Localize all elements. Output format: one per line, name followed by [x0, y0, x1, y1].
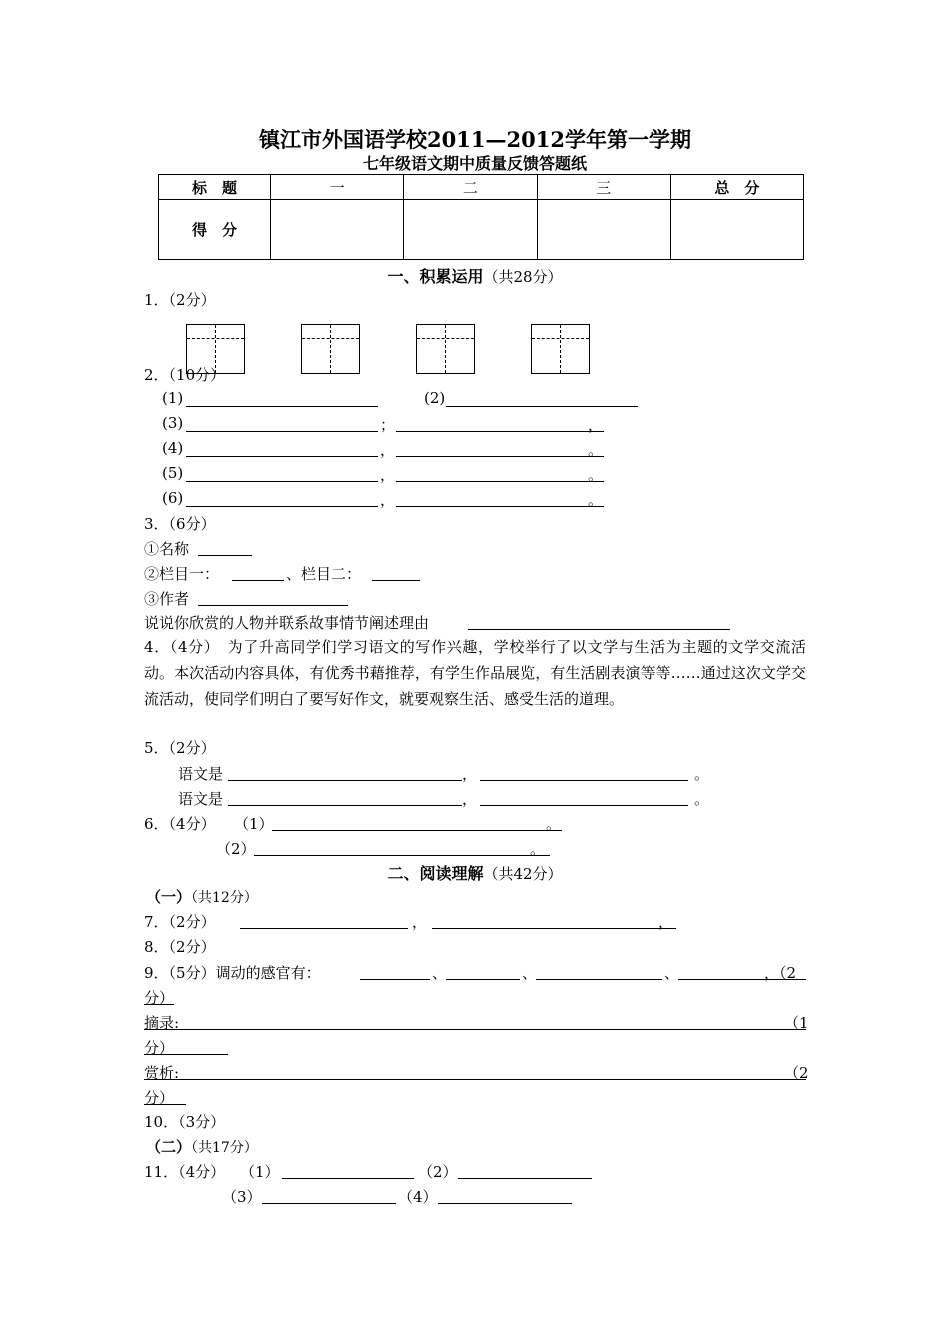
- q9-analysis-line[interactable]: [144, 1079, 806, 1080]
- q2-line-4a[interactable]: [186, 456, 378, 457]
- q2-sep-6: ，: [380, 491, 396, 509]
- page-title: 镇江市外国语学校2011—2012学年第一学期: [259, 127, 691, 152]
- q6-period-2: 。: [530, 840, 546, 858]
- score-table: [158, 174, 804, 260]
- q5-comma-1: ，: [462, 765, 478, 783]
- part1-heading: [146, 886, 258, 907]
- q3-columns-label: ②栏目一：: [144, 565, 220, 583]
- q2-item-5: (5): [162, 464, 184, 482]
- q9-excerpt-label: 摘录:: [144, 1014, 180, 1032]
- q2-end-6: 。: [588, 491, 604, 509]
- section1-heading: [0, 264, 950, 287]
- q9-analysis-end: （2: [784, 1064, 809, 1082]
- q2-end-5: 。: [588, 466, 604, 484]
- q11-label: 11．（4分）: [144, 1163, 226, 1181]
- q3-label: 3．（6分）: [144, 515, 216, 533]
- q9-sense-line-2[interactable]: [446, 979, 520, 980]
- section2-title: 二、阅读理解: [387, 864, 484, 883]
- q2-end-3: ，: [588, 416, 604, 434]
- score-row-label: 得 分: [159, 200, 271, 260]
- q2-line-5b[interactable]: [396, 481, 604, 482]
- q7-line-1[interactable]: [240, 928, 408, 929]
- score-cell-total[interactable]: [670, 200, 803, 260]
- q2-line-1[interactable]: [186, 406, 378, 407]
- part2-heading: [146, 1136, 258, 1157]
- q11-line-3[interactable]: [262, 1203, 396, 1204]
- q9-end: ，（2: [764, 964, 797, 982]
- q11-item-2: （2）: [418, 1163, 458, 1181]
- q2-line-2[interactable]: [446, 406, 638, 407]
- q8-label: 8．（2分）: [144, 938, 216, 956]
- q2-item-3: (3): [162, 414, 184, 432]
- q2-line-4b[interactable]: [396, 456, 604, 457]
- page-subtitle: 七年级语文期中质量反馈答题纸: [362, 154, 587, 173]
- q7-end: ，: [658, 913, 674, 931]
- q9-sep-1: 、: [432, 964, 448, 982]
- q2-item-2: (2): [424, 389, 446, 407]
- q2-sep-5: ，: [380, 466, 396, 484]
- q6-item-2: （2）: [216, 840, 256, 858]
- q9-excerpt-line-2[interactable]: [144, 1054, 228, 1055]
- q10-label: 10．（3分）: [144, 1113, 226, 1131]
- q3-columns2-label: 、栏目二：: [286, 565, 362, 583]
- q3-column1-line[interactable]: [232, 580, 284, 581]
- part1-points: （共12分）: [191, 890, 258, 906]
- score-cell-1[interactable]: [271, 200, 404, 260]
- q3-column2-line[interactable]: [372, 580, 420, 581]
- q5-period-1: 。: [694, 765, 710, 783]
- q2-line-6b[interactable]: [396, 506, 604, 507]
- q1-label: 1．（2分）: [144, 291, 216, 309]
- q2-line-3a[interactable]: [186, 431, 378, 432]
- q5-prefix-1: 语文是: [178, 765, 224, 783]
- part2-points: （共17分）: [191, 1140, 258, 1156]
- q9-analysis-label: 赏析:: [144, 1064, 180, 1082]
- q11-line-1[interactable]: [282, 1178, 414, 1179]
- q5-line-1b[interactable]: [480, 780, 688, 781]
- q3-author-label: ③作者: [144, 590, 190, 608]
- q11-line-4[interactable]: [438, 1203, 572, 1204]
- part1-label: （一）: [146, 888, 192, 906]
- q3-author-line[interactable]: [198, 605, 348, 606]
- q6-label: 6．（4分）: [144, 815, 216, 833]
- section2-points: （共42分）: [483, 865, 563, 883]
- q9-excerpt-unit: 分）: [144, 1039, 175, 1057]
- char-box-2[interactable]: [301, 324, 360, 374]
- q11-item-4: （4）: [398, 1188, 438, 1206]
- q6-line-2[interactable]: [254, 855, 550, 856]
- section2-heading: [0, 861, 950, 884]
- q6-period-1: 。: [546, 815, 562, 833]
- q5-comma-2: ，: [462, 790, 478, 808]
- score-header-3: 三: [537, 175, 670, 200]
- score-header-2: 二: [404, 175, 537, 200]
- q9-sep-3: 、: [664, 964, 680, 982]
- q9-sense-line-1[interactable]: [360, 979, 430, 980]
- q9-excerpt-line[interactable]: [144, 1029, 806, 1030]
- q7-line-2[interactable]: [432, 928, 676, 929]
- q11-item-1: （1）: [240, 1163, 280, 1181]
- q3-reason-line[interactable]: [468, 629, 730, 630]
- q11-item-3: （3）: [222, 1188, 262, 1206]
- q5-line-2b[interactable]: [480, 805, 688, 806]
- q2-sep-4: ，: [380, 441, 396, 459]
- score-header-label: 标 题: [159, 175, 271, 200]
- q5-label: 5．（2分）: [144, 739, 216, 757]
- section1-points: （共28分）: [483, 268, 563, 286]
- q2-item-4: (4): [162, 439, 184, 457]
- q2-item-1: (1): [162, 389, 184, 407]
- q11-line-2[interactable]: [458, 1178, 592, 1179]
- char-box-4[interactable]: [531, 324, 590, 374]
- q2-line-3b[interactable]: [396, 431, 604, 432]
- q2-line-6a[interactable]: [186, 506, 378, 507]
- q3-name-label: ①名称: [144, 540, 190, 558]
- q2-end-4: 。: [588, 441, 604, 459]
- score-cell-2[interactable]: [404, 200, 537, 260]
- q2-line-5a[interactable]: [186, 481, 378, 482]
- q9-analysis-line-2[interactable]: [144, 1104, 186, 1105]
- q6-item-1: （1）: [234, 815, 274, 833]
- score-header-total: 总 分: [670, 175, 803, 200]
- section1-title: 一、积累运用: [387, 267, 484, 286]
- q5-prefix-2: 语文是: [178, 790, 224, 808]
- q7-comma: ，: [412, 913, 428, 931]
- q9-label: 9．（5分）调动的感官有：: [144, 964, 321, 982]
- char-box-3[interactable]: [416, 324, 475, 374]
- q5-line-1a[interactable]: [228, 780, 462, 781]
- score-cell-3[interactable]: [537, 200, 670, 260]
- q9-sep-2: 、: [522, 964, 538, 982]
- q5-line-2a[interactable]: [228, 805, 462, 806]
- q2-label: 2．（10分）: [144, 366, 226, 384]
- q2-item-6: (6): [162, 489, 184, 507]
- q9-end-unit: 分）: [144, 989, 175, 1007]
- q4-paragraph: 4．（4分） 为了升高同学们学习语文的写作兴趣，学校举行了以文学与生活为主题的文学交流活动。本次活动内容具体，有优秀书藉推荐，有学生作品展览，有生活剧表演等等……通过这次文学交流活动，使同学们明白了要写好作文，就要观察生活、感受生活的道理。: [144, 638, 806, 708]
- q7-label: 7．（2分）: [144, 913, 216, 931]
- q9-sense-line-3[interactable]: [536, 979, 662, 980]
- score-header-1: 一: [271, 175, 404, 200]
- part2-label: （二）: [146, 1138, 192, 1156]
- q2-sep-3: ；: [380, 416, 396, 434]
- q9-excerpt-end: （1: [784, 1014, 809, 1032]
- q6-line-1[interactable]: [272, 830, 562, 831]
- q5-period-2: 。: [694, 790, 710, 808]
- q3-name-line[interactable]: [198, 555, 252, 556]
- q3-reason-label: 说说你欣赏的人物并联系故事情节阐述理由: [144, 614, 430, 632]
- q9-analysis-unit: 分）: [144, 1089, 175, 1107]
